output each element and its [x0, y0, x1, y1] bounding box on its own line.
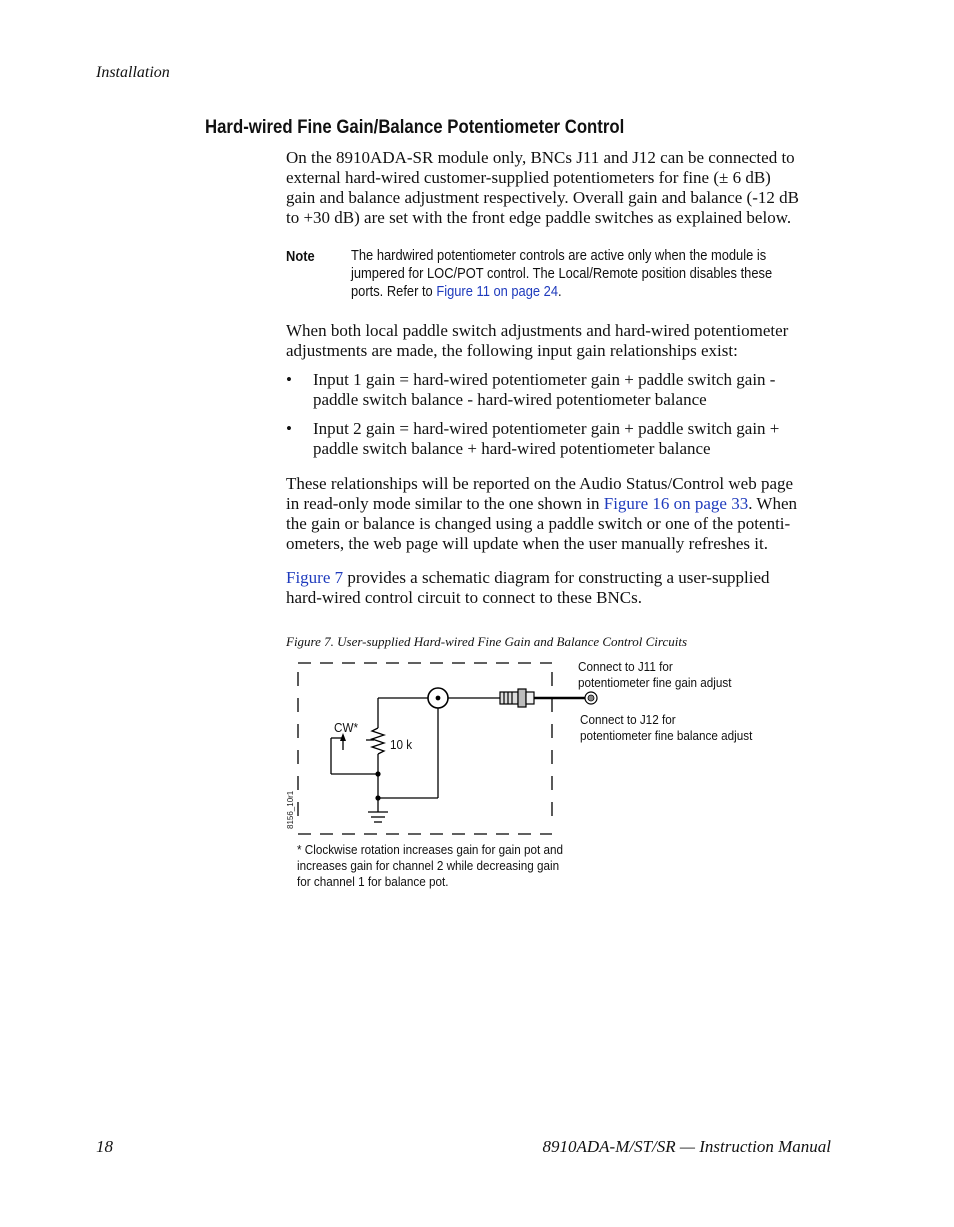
note-line: The hardwired potentiometer controls are active only when the module is	[351, 247, 767, 264]
note-line-end: .	[558, 283, 562, 300]
junction-dot	[375, 795, 380, 800]
note-line: jumpered for LOC/POT control. The Local/Remote position disables these	[351, 265, 773, 282]
footnote-line: * Clockwise rotation increases gain for gain pot and	[297, 842, 564, 857]
intro-line: to +30 dB) are set with the front edge paddle switches as explained below.	[286, 208, 792, 227]
note-line-text: ports. Refer to	[351, 283, 437, 300]
bullet-line: paddle switch balance - hard-wired potentiometer balance	[313, 390, 707, 409]
manual-title: 8910ADA-M/ST/SR — Instruction Manual	[542, 1137, 831, 1156]
bnc-plug-icon	[500, 689, 534, 707]
enclosure-box	[298, 663, 552, 834]
bullet-marker: •	[286, 419, 292, 438]
figure-ref-text: provides a schematic diagram for constructing a user-supplied	[343, 568, 770, 587]
report-line-end: . When	[748, 494, 798, 513]
intro-line: gain and balance adjustment respectively. Overall gain and balance (-12 dB	[286, 188, 799, 207]
relationships-line: When both local paddle switch adjustments and hard-wired potentiometer	[286, 321, 789, 340]
figure-footnote	[297, 842, 563, 890]
footnote-line: for channel 1 for balance pot.	[297, 874, 449, 889]
j12-label	[580, 712, 752, 744]
bnc-jack-icon	[428, 688, 448, 708]
intro-line: external hard-wired customer-supplied potentiometers for fine (± 6 dB)	[286, 168, 771, 187]
page-number: 18	[96, 1137, 113, 1156]
bullet-line: Input 2 gain = hard-wired potentiometer gain + paddle switch gain +	[313, 419, 780, 438]
bullet-line: Input 1 gain = hard-wired potentiometer gain + paddle switch gain -	[313, 370, 776, 389]
bullet-marker: •	[286, 370, 292, 389]
figure-7-link[interactable]: Figure 7	[286, 568, 344, 587]
note-label: Note	[286, 248, 315, 265]
figure-ref-line: hard-wired control circuit to connect to these BNCs.	[286, 588, 642, 607]
footnote-line: increases gain for channel 2 while decreasing gain	[297, 858, 560, 873]
figure-16-link[interactable]: Figure 16 on page 33	[603, 494, 749, 513]
report-line: the gain or balance is changed using a paddle switch or one of the potenti-	[286, 514, 791, 533]
intro-line: On the 8910ADA-SR module only, BNCs J11 and J12 can be connected to	[286, 148, 795, 167]
j11-label	[578, 659, 732, 691]
running-header: Installation	[96, 64, 170, 81]
resistor-label: 10 k	[390, 737, 413, 752]
bullet-line: paddle switch balance + hard-wired potentiometer balance	[313, 439, 711, 458]
figure-11-link[interactable]: Figure 11 on page 24	[436, 283, 559, 300]
cw-label: CW*	[334, 720, 359, 735]
junction-dot	[375, 771, 380, 776]
figure-caption: Figure 7. User-supplied Hard-wired Fine Gain and Balance Control Circuits	[286, 634, 688, 649]
circuit-wiring	[331, 698, 585, 822]
report-line: These relationships will be reported on the Audio Status/Control web page	[286, 474, 794, 493]
cable-end-icon	[585, 692, 597, 704]
drawing-id: 8156_10r1	[286, 790, 295, 829]
report-line-text: in read-only mode similar to the one shown in	[286, 494, 604, 513]
j11-label-line: potentiometer fine gain adjust	[578, 675, 732, 690]
j11-label-line: Connect to J11 for	[578, 659, 673, 674]
report-line: ometers, the web page will update when the user manually refreshes it.	[286, 534, 768, 553]
j12-label-line: Connect to J12 for	[580, 712, 676, 727]
section-title: Hard-wired Fine Gain/Balance Potentiometer Control	[205, 116, 625, 138]
relationships-line: adjustments are made, the following input gain relationships exist:	[286, 341, 738, 360]
j12-label-line: potentiometer fine balance adjust	[580, 728, 753, 743]
